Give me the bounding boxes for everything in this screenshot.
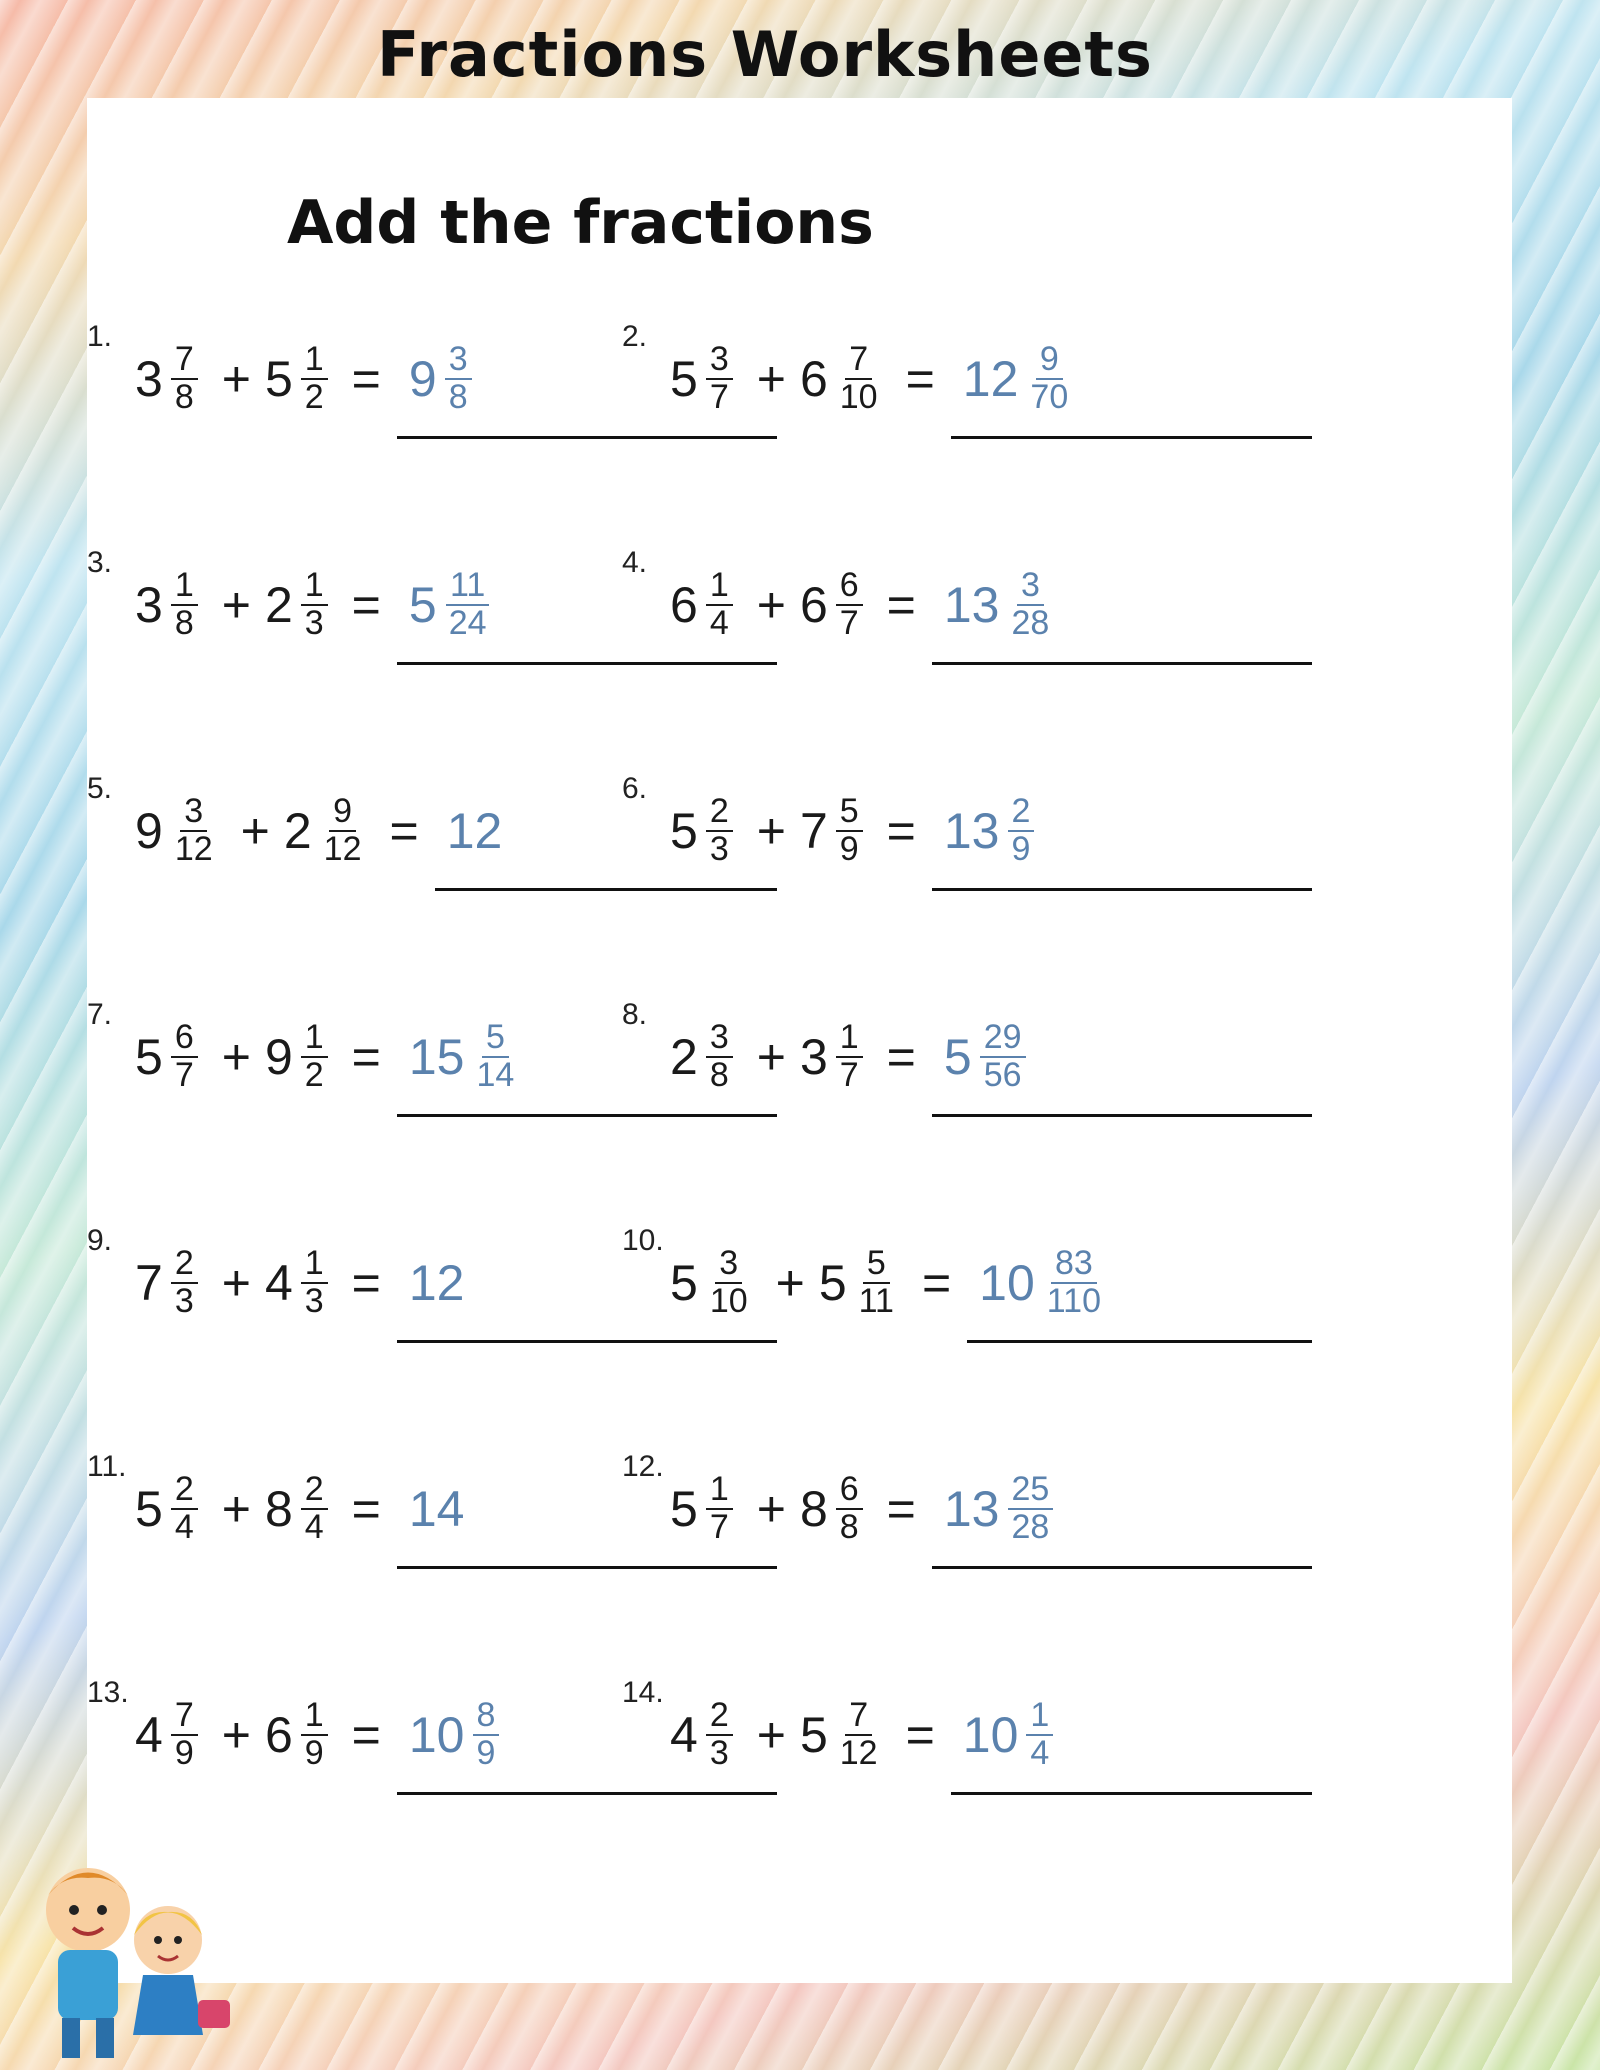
answer-denominator: 24 [448,604,487,642]
equals-sign: = [351,577,381,633]
problem-4 [622,546,1322,666]
answer-whole: 14 [408,1481,465,1537]
addend-b-numerator: 5 [863,1246,890,1284]
plus-sign: + [221,577,251,633]
problem-expression [670,1238,1115,1328]
addend-b-numerator: 1 [301,1698,328,1736]
addend-b-whole: 6 [264,1707,293,1763]
plus-sign: + [756,1029,786,1085]
answer-numerator: 83 [1051,1246,1097,1284]
answer [409,1254,465,1312]
addend-a-numerator: 3 [706,342,733,380]
equals-sign: = [886,803,916,859]
addend-a-denominator: 7 [709,1508,729,1546]
problem-number: 7. [87,998,113,1031]
plus-sign: + [240,803,270,859]
addend-b-whole: 4 [264,1255,293,1311]
addend-b-numerator: 5 [836,794,863,832]
addend-a-numerator: 7 [171,342,198,380]
addend-a-numerator: 2 [706,794,733,832]
addend-a-denominator: 8 [174,378,194,416]
addend-b-fraction [836,1698,882,1771]
addend-b-denominator: 4 [304,1508,324,1546]
answer-fraction [1026,1698,1053,1771]
addend-b-numerator: 1 [301,1020,328,1058]
addend-a-fraction [706,794,733,867]
addend-a-whole: 4 [135,1707,163,1763]
addend-a-whole: 5 [135,1029,163,1085]
addend-a-whole: 3 [135,577,163,633]
answer-fraction [445,568,491,641]
addend-a-fraction [171,1020,198,1093]
plus-sign: + [756,351,786,407]
plus-sign: + [221,1707,251,1763]
addend-a-fraction [706,568,733,641]
answer-whole: 13 [943,577,1000,633]
answer-line [932,662,1312,665]
addend-a-denominator: 3 [709,830,729,868]
answer-fraction [1008,1472,1054,1545]
answer-denominator: 110 [1046,1282,1101,1320]
answer [409,1698,510,1771]
girl-bag [198,2000,230,2028]
addend-a-denominator: 9 [174,1734,194,1772]
answer-whole: 10 [979,1255,1035,1311]
addend-a-denominator: 8 [709,1056,729,1094]
problem-expression [135,1690,509,1780]
addend-a-whole: 5 [670,803,698,859]
problem-14 [622,1676,1322,1796]
plus-sign: + [756,577,786,633]
addend-b-denominator: 11 [858,1282,894,1320]
addend-b-whole: 9 [264,1029,293,1085]
worksheet-title: Fractions Worksheets [377,18,1153,91]
answer-fraction [1026,342,1072,415]
addend-b-numerator: 7 [845,342,872,380]
answer-numerator: 1 [1026,1698,1053,1736]
girl-head [134,1906,202,1974]
addend-b-denominator: 12 [839,1734,878,1772]
addend-a-denominator: 4 [174,1508,194,1546]
equals-sign: = [389,803,419,859]
answer-fraction [980,1020,1026,1093]
answer-numerator: 11 [446,568,489,606]
addend-a-numerator: 2 [706,1698,733,1736]
addend-a-numerator: 3 [715,1246,742,1284]
problem-expression [670,334,1082,424]
addend-b-numerator: 2 [301,1472,328,1510]
addend-a-whole: 6 [670,577,698,633]
answer-numerator: 9 [1036,342,1063,380]
addend-a-denominator: 10 [709,1282,748,1320]
equals-sign: = [886,1481,916,1537]
addend-a-denominator: 3 [709,1734,729,1772]
answer-denominator: 56 [983,1056,1022,1094]
addend-b-fraction [301,1698,328,1771]
answer-whole: 15 [408,1029,465,1085]
addend-b-denominator: 12 [323,830,362,868]
answer-fraction [473,1020,519,1093]
answer [409,1480,465,1538]
problem-expression [670,1464,1063,1554]
addend-b-numerator: 1 [301,568,328,606]
addend-a-fraction [171,568,198,641]
answer-fraction [473,1698,500,1771]
problem-expression [670,1012,1036,1102]
addend-b-numerator: 1 [836,1020,863,1058]
addend-b-whole: 2 [283,803,312,859]
problem-expression [670,560,1063,650]
answer-line [932,888,1312,891]
answer [409,1020,528,1093]
addend-a-whole: 9 [135,803,163,859]
addend-b-numerator: 1 [301,1246,328,1284]
answer-numerator: 3 [445,342,472,380]
addend-b-fraction [301,342,328,415]
equals-sign: = [351,1255,381,1311]
answer [447,802,503,860]
problem-number: 2. [622,320,648,353]
addend-a-fraction [171,1698,198,1771]
answer-denominator: 8 [448,378,468,416]
addend-a-fraction [706,1472,733,1545]
answer-whole: 13 [943,1481,1000,1537]
kids-illustration [18,1840,238,2060]
problem-expression [135,1238,465,1328]
addend-b-numerator: 7 [845,1698,872,1736]
problem-8 [622,998,1322,1118]
addend-a-whole: 5 [670,1255,698,1311]
addend-a-whole: 3 [135,351,163,407]
addend-a-fraction [706,1698,733,1771]
boy-shirt [58,1950,118,2020]
plus-sign: + [221,1255,251,1311]
problem-number: 1. [87,320,113,353]
addend-a-denominator: 4 [709,604,729,642]
equals-sign: = [886,1029,916,1085]
addend-a-fraction [706,1020,733,1093]
addend-b-fraction [301,1246,328,1319]
addend-b-whole: 6 [799,351,828,407]
addend-b-denominator: 9 [839,830,859,868]
problem-expression [135,786,502,876]
answer-whole: 12 [446,803,503,859]
addend-a-numerator: 3 [180,794,207,832]
worksheet-sheet [87,98,1512,1983]
addend-b-denominator: 7 [839,604,859,642]
problem-expression [670,786,1044,876]
problem-expression [135,334,482,424]
plus-sign: + [221,1029,251,1085]
addend-a-denominator: 8 [174,604,194,642]
addend-b-fraction [320,794,366,867]
addend-a-fraction [171,1246,198,1319]
answer-line [932,1114,1312,1117]
addend-b-numerator: 9 [329,794,356,832]
addend-a-numerator: 2 [171,1246,198,1284]
problem-expression [135,1012,528,1102]
problem-2 [622,320,1322,440]
equals-sign: = [905,1707,935,1763]
answer [944,568,1063,641]
problem-number: 8. [622,998,648,1031]
problem-expression [135,1464,465,1554]
answer [979,1246,1115,1319]
answer-whole: 10 [962,1707,1019,1763]
addend-b-denominator: 8 [839,1508,859,1546]
answer-whole: 12 [962,351,1019,407]
answer [944,794,1045,867]
problem-number: 12. [622,1450,664,1483]
problem-number: 3. [87,546,113,579]
answer-fraction [445,342,472,415]
addend-a-numerator: 1 [171,568,198,606]
equals-sign: = [351,1481,381,1537]
answer-numerator: 5 [482,1020,509,1058]
answer-numerator: 3 [1017,568,1044,606]
plus-sign: + [221,1481,251,1537]
answer-denominator: 70 [1030,378,1069,416]
addend-a-whole: 2 [670,1029,698,1085]
addend-b-whole: 5 [818,1255,847,1311]
problem-expression [670,1690,1063,1780]
addend-a-numerator: 2 [171,1472,198,1510]
addend-a-denominator: 3 [174,1282,194,1320]
addend-b-whole: 6 [799,577,828,633]
answer-whole: 9 [408,351,437,407]
plus-sign: + [756,1707,786,1763]
addend-b-denominator: 10 [839,378,878,416]
answer [944,1020,1036,1093]
addend-a-numerator: 3 [706,1020,733,1058]
addend-b-whole: 2 [264,577,293,633]
answer-numerator: 29 [980,1020,1026,1058]
addend-b-fraction [836,794,863,867]
addend-b-fraction [836,568,863,641]
answer-denominator: 9 [476,1734,496,1772]
addend-a-fraction [706,342,733,415]
problem-10 [622,1224,1322,1344]
addend-b-fraction [855,1246,898,1319]
equals-sign: = [905,351,935,407]
problem-number: 10. [622,1224,664,1257]
answer-line [951,1792,1312,1795]
addend-a-numerator: 1 [706,1472,733,1510]
addend-b-numerator: 1 [301,342,328,380]
addend-b-whole: 5 [799,1707,828,1763]
plus-sign: + [756,803,786,859]
answer-fraction [1008,794,1035,867]
equals-sign: = [351,351,381,407]
answer-whole: 5 [943,1029,972,1085]
answer-denominator: 4 [1030,1734,1050,1772]
answer-fraction [1008,568,1054,641]
problem-number: 11. [87,1450,127,1483]
addend-a-denominator: 12 [174,830,213,868]
boy-head [46,1868,130,1952]
addend-b-whole: 8 [264,1481,293,1537]
addend-b-whole: 3 [799,1029,828,1085]
answer-fraction [1043,1246,1105,1319]
addend-b-fraction [836,1472,863,1545]
addend-b-numerator: 6 [836,568,863,606]
problem-number: 14. [622,1676,664,1709]
plus-sign: + [756,1481,786,1537]
problem-6 [622,772,1322,892]
answer-line [967,1340,1312,1343]
problem-number: 5. [87,772,113,805]
equals-sign: = [351,1029,381,1085]
addend-a-numerator: 1 [706,568,733,606]
answer [409,342,482,415]
answer [963,1698,1064,1771]
addend-a-denominator: 7 [174,1056,194,1094]
answer-whole: 10 [408,1707,465,1763]
instructions-heading: Add the fractions [287,188,874,258]
addend-a-fraction [171,1472,198,1545]
addend-b-fraction [301,1472,328,1545]
addend-a-whole: 5 [135,1481,163,1537]
answer [409,568,501,641]
plus-sign: + [221,351,251,407]
answer [963,342,1082,415]
addend-b-denominator: 2 [304,1056,324,1094]
answer-denominator: 14 [476,1056,515,1094]
answer-whole: 12 [408,1255,465,1311]
answer-whole: 5 [408,577,437,633]
addend-b-fraction [836,1020,863,1093]
problem-expression [135,560,501,650]
addend-a-fraction [706,1246,752,1319]
addend-a-whole: 4 [670,1707,698,1763]
addend-b-fraction [301,568,328,641]
problem-number: 13. [87,1676,129,1709]
answer-denominator: 28 [1011,604,1050,642]
addend-a-whole: 7 [135,1255,163,1311]
addend-b-whole: 5 [264,351,293,407]
answer-denominator: 9 [1011,830,1031,868]
addend-a-fraction [171,342,198,415]
addend-a-whole: 5 [670,351,698,407]
addend-b-fraction [836,342,882,415]
addend-b-denominator: 3 [304,604,324,642]
answer-numerator: 8 [473,1698,500,1736]
addend-a-numerator: 7 [171,1698,198,1736]
girl-dress [133,1975,203,2035]
addend-b-numerator: 6 [836,1472,863,1510]
answer-line [932,1566,1312,1569]
addend-b-denominator: 9 [304,1734,324,1772]
addend-b-denominator: 3 [304,1282,324,1320]
answer [944,1472,1063,1545]
problem-number: 4. [622,546,648,579]
addend-b-fraction [301,1020,328,1093]
addend-b-whole: 7 [799,803,828,859]
addend-b-denominator: 2 [304,378,324,416]
addend-a-whole: 5 [670,1481,698,1537]
answer-numerator: 25 [1008,1472,1054,1510]
answer-whole: 13 [943,803,1000,859]
answer-line [951,436,1312,439]
addend-a-numerator: 6 [171,1020,198,1058]
addend-a-denominator: 7 [709,378,729,416]
answer-numerator: 2 [1008,794,1035,832]
addend-a-fraction [171,794,217,867]
addend-b-whole: 8 [799,1481,828,1537]
plus-sign: + [775,1255,805,1311]
equals-sign: = [921,1255,952,1311]
problem-number: 9. [87,1224,113,1257]
answer-denominator: 28 [1011,1508,1050,1546]
problem-12 [622,1450,1322,1570]
addend-b-denominator: 7 [839,1056,859,1094]
problem-number: 6. [622,772,648,805]
equals-sign: = [886,577,916,633]
equals-sign: = [351,1707,381,1763]
